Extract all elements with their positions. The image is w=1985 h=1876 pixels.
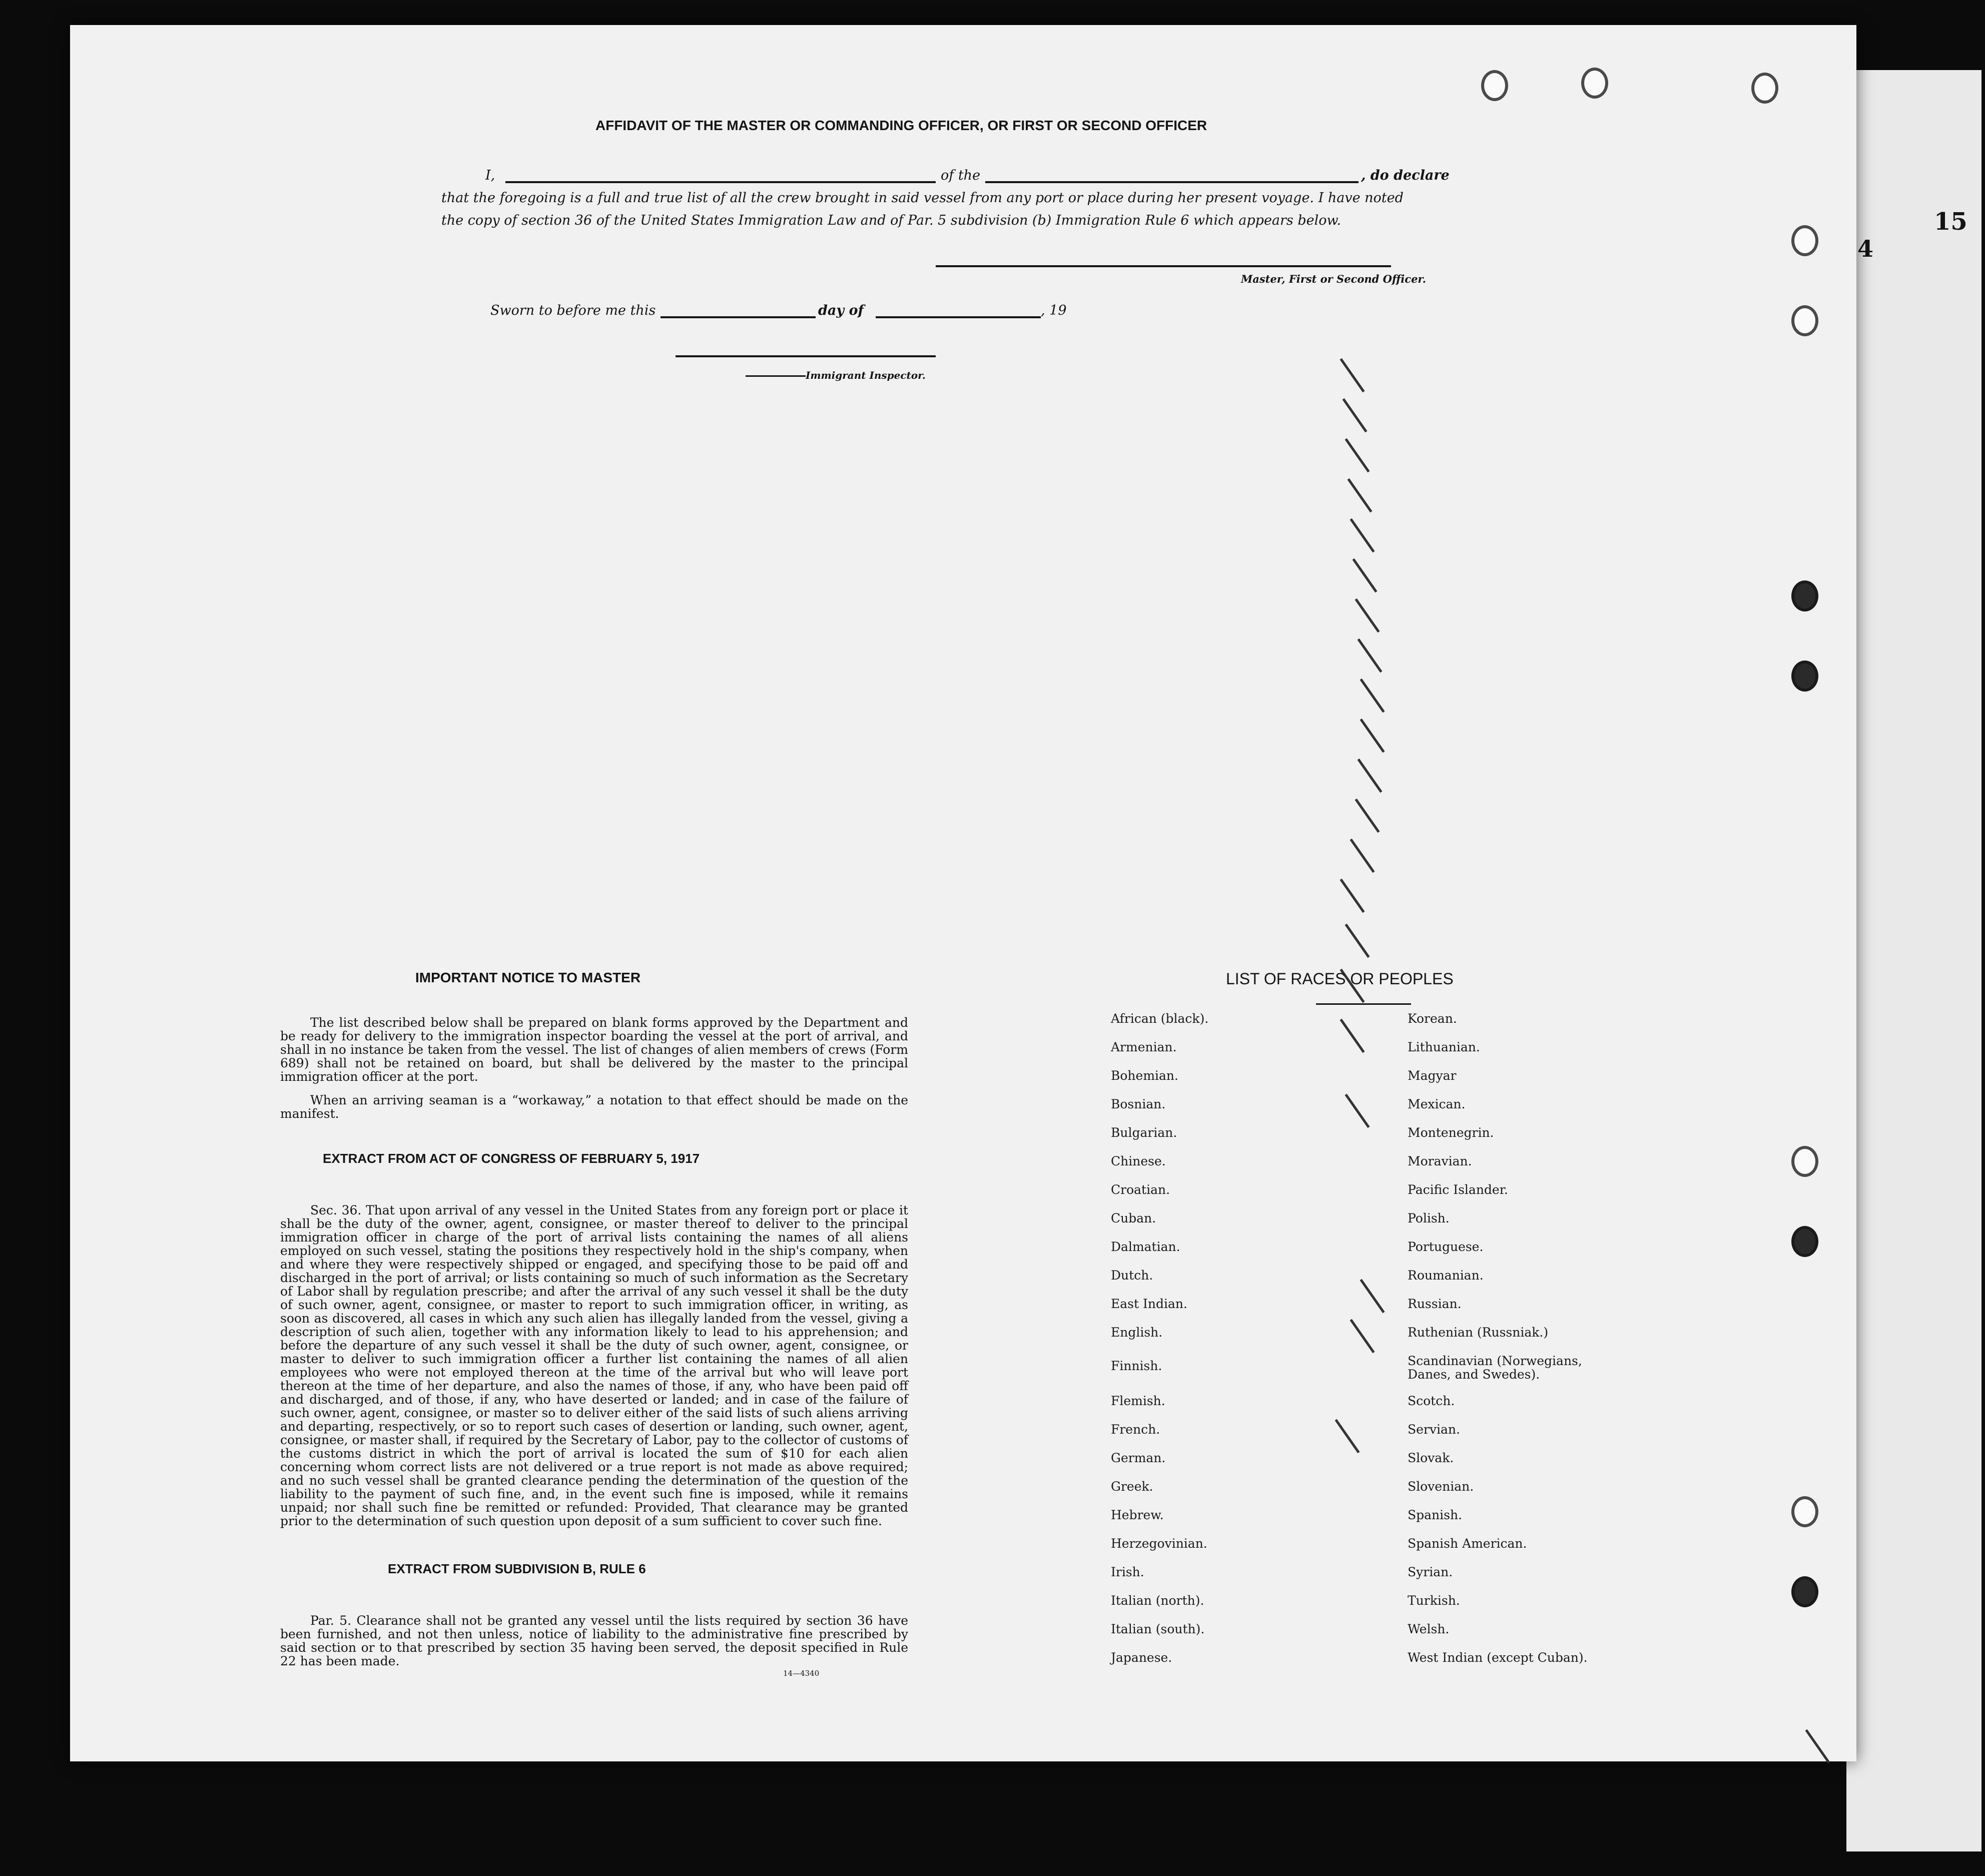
affidavit-i: I,	[485, 168, 495, 183]
race-left-item: Italian (north).	[1111, 1593, 1204, 1608]
handwritten-tick	[1345, 438, 1370, 472]
race-left-item: East Indian.	[1111, 1297, 1187, 1311]
race-right-item: Scotch.	[1408, 1394, 1455, 1408]
race-right-item: Russian.	[1408, 1297, 1462, 1311]
punch-hole	[1791, 661, 1818, 692]
sworn-month-line	[876, 316, 1041, 318]
race-right-item: Ruthenian (Russniak.)	[1408, 1325, 1549, 1340]
notice-para1: The list described below shall be prepared on blank forms approved by the Department and be ready for delivery to the immigration inspector boarding the vessel at the port of arrival, and shall in no instance be taken from the vessel. The list of changes of alien members of crews (Form 689) shall not be retained on board, but shall be delivered by the master to the principal immigration officer at the port.	[280, 1015, 908, 1084]
handwritten-tick	[1360, 719, 1385, 753]
race-left-item: Dalmatian.	[1111, 1239, 1180, 1254]
handwritten-tick	[1348, 478, 1373, 512]
handwritten-tick	[1358, 639, 1383, 673]
document-page	[70, 25, 1856, 1761]
race-right-item: Korean.	[1408, 1011, 1457, 1026]
inspector-label: Immigrant Inspector.	[806, 369, 926, 381]
notice-para2: When an arriving seaman is a “workaway,” a notation to that effect should be made on the manifest.	[280, 1093, 908, 1121]
race-left-item: Cuban.	[1111, 1211, 1156, 1225]
day-of-text: day of	[818, 303, 864, 318]
extract-rule-title: EXTRACT FROM SUBDIVISION B, RULE 6	[388, 1561, 646, 1576]
race-right-item: Mexican.	[1408, 1097, 1466, 1111]
punch-hole	[1791, 1496, 1818, 1527]
sworn-day-line	[660, 316, 816, 318]
handwritten-tick	[1350, 839, 1375, 873]
handwritten-tick	[1343, 398, 1368, 432]
affidavit-title: AFFIDAVIT OF THE MASTER OR COMMANDING OFFICER, OR FIRST OR SECOND OFFICER	[595, 118, 1207, 133]
underlying-sheet	[1846, 70, 1981, 1851]
extract-act-body: Sec. 36. That upon arrival of any vessel in the United States from any foreign port or place it shall be the duty of the owner, agent, consignee, or master thereof to deliver to the principal immigration officer in charge of the port of arrival lists containing the names of all aliens employed on such vessel, stating the positions they respectively hold in the ship's company, when and where they were respectively shipped or engaged, and specifying those to be paid off and discharged in the port of arrival; or lists containing so much of such information as the Secretary of Labor shall by regulation prescribe; and after the arrival of any such vessel it shall be the duty of such owner, agent, consignee, or master to report to such immigration officer, in writing, as soon as discovered, all cases in which any such alien has illegally landed from the vessel, giving a description of such alien, together with any information likely to lead to his apprehension; and before the departure of any such vessel it shall be the duty of such owner, agent, consignee, or master to deliver to such immigration officer a further list containing the names of all alien employees who were not employed thereon at the time of the arrival but who will leave port thereon at the time of her departure, and also the names of those, if any, who have been paid off and discharged, and of those, if any, who have deserted or landed; and in case of the failure of such owner, agent, consignee, or master so to deliver either of the said lists of such aliens arriving and departing, respectively, or so to report such cases of desertion or landing, such owner, agent, consignee, or master shall, if required by the Secretary of Labor, pay to the collector of customs of the customs district in which the port of arrival is located the sum of $10 for each alien concerning whom correct lists are not delivered or a true report is not made as above required; and no such vessel shall be granted clearance pending the determination of the question of the liability to the payment of such fine, and, in the event such fine is imposed, while it remains unpaid; nor shall such fine be remitted or refunded: Provided, That clearance may be granted prior to the determination of such question upon deposit of a sum sufficient to cover such fine.	[280, 1203, 908, 1528]
handwritten-tick	[1350, 518, 1375, 552]
race-left-item: Armenian.	[1111, 1040, 1177, 1054]
handwritten-tick	[1805, 1729, 1830, 1763]
handwritten-tick	[1355, 799, 1380, 833]
handwritten-tick	[1340, 879, 1365, 913]
race-left-item: Bosnian.	[1111, 1097, 1166, 1111]
handwritten-tick	[1353, 558, 1378, 592]
race-right-item: Turkish.	[1408, 1593, 1460, 1608]
races-title: LIST OF RACES OR PEOPLES	[1226, 970, 1454, 988]
punch-hole	[1791, 225, 1818, 256]
notice-title: IMPORTANT NOTICE TO MASTER	[415, 970, 641, 985]
race-left-item: Japanese.	[1111, 1650, 1172, 1665]
race-right-item: Portuguese.	[1408, 1239, 1484, 1254]
form-number: 14—4340	[783, 1669, 820, 1678]
handwritten-tick	[1360, 679, 1385, 713]
race-left-item: Italian (south).	[1111, 1622, 1205, 1636]
affidavit-of-the: of the	[936, 168, 985, 183]
race-left-item: Bohemian.	[1111, 1068, 1178, 1083]
handwritten-tick	[1340, 358, 1365, 392]
vessel-line	[988, 181, 1359, 183]
extract-act-title: EXTRACT FROM ACT OF CONGRESS OF FEBRUARY 5, 1917	[323, 1151, 700, 1166]
punch-hole	[1581, 68, 1608, 99]
race-right-item: Moravian.	[1408, 1154, 1472, 1168]
punch-hole	[1481, 70, 1508, 101]
punch-hole	[1791, 1146, 1818, 1177]
race-left-item: Chinese.	[1111, 1154, 1166, 1168]
handwritten-tick	[1355, 598, 1380, 633]
race-left-item: French.	[1111, 1422, 1160, 1437]
affidavit-line3: the copy of section 36 of the United States Immigration Law and of Par. 5 subdivision (b) Immigration Rule 6 which appears below.	[441, 213, 1342, 228]
race-left-item: Croatian.	[1111, 1182, 1170, 1197]
handwritten-tick	[1360, 1279, 1385, 1313]
master-signature-line	[936, 265, 1391, 267]
race-left-item: Flemish.	[1111, 1394, 1165, 1408]
race-left-item: African (black).	[1111, 1011, 1209, 1026]
race-right-item: Pacific Islander.	[1408, 1182, 1508, 1197]
race-right-item: Welsh.	[1408, 1622, 1450, 1636]
handwritten-tick	[1340, 1019, 1365, 1053]
race-left-item: Irish.	[1111, 1565, 1144, 1579]
race-right-item: Polish.	[1408, 1211, 1450, 1225]
inspector-signature-line	[676, 355, 936, 357]
margin-page-number: 15	[1934, 208, 1967, 236]
race-right-item: Magyar	[1408, 1068, 1457, 1083]
margin-corner-digit: 4	[1857, 235, 1874, 262]
race-right-item: Syrian.	[1408, 1565, 1453, 1579]
handwritten-tick	[1345, 1094, 1370, 1128]
race-right-item: Montenegrin.	[1408, 1125, 1494, 1140]
punch-hole	[1751, 73, 1778, 104]
race-right-item: Slovak.	[1408, 1451, 1454, 1465]
race-left-item: Greek.	[1111, 1479, 1153, 1494]
punch-hole	[1791, 305, 1818, 336]
race-right-item: Servian.	[1408, 1422, 1460, 1437]
extract-rule-body: Par. 5. Clearance shall not be granted any vessel until the lists required by section 36 have been furnished, and not then unless, notice of liability to the administrative fine prescribed by said section or to that prescribed by section 35 having been served, the deposit specified in Rule 22 has been made.	[280, 1613, 908, 1668]
handwritten-tick	[1350, 1319, 1375, 1353]
affidavit-declare: , do declare	[1361, 168, 1450, 183]
name-line	[505, 181, 991, 183]
punch-hole	[1791, 1576, 1818, 1607]
race-right-item: Spanish.	[1408, 1508, 1463, 1522]
race-right-item: Scandinavian (Norwegians, Danes, and Swedes).	[1408, 1354, 1582, 1382]
race-left-item: Finnish.	[1111, 1359, 1162, 1373]
race-left-item: Hebrew.	[1111, 1508, 1164, 1522]
race-right-item: Roumanian.	[1408, 1268, 1484, 1283]
master-label: Master, First or Second Officer.	[1241, 273, 1426, 285]
race-left-item: Dutch.	[1111, 1268, 1153, 1283]
affidavit-line2: that the foregoing is a full and true list of all the crew brought in said vessel from any port or place during her present voyage. I have noted	[441, 190, 1404, 206]
race-right-item: Slovenian.	[1408, 1479, 1474, 1494]
races-title-rule	[1316, 1003, 1411, 1005]
punch-hole	[1791, 580, 1818, 611]
year-text: , 19	[1041, 303, 1067, 318]
race-right-item: West Indian (except Cuban).	[1408, 1650, 1588, 1665]
race-right-item: Spanish American.	[1408, 1536, 1527, 1551]
race-left-item: English.	[1111, 1325, 1163, 1340]
sworn-text: Sworn to before me this	[490, 303, 656, 318]
punch-hole	[1791, 1226, 1818, 1257]
race-left-item: German.	[1111, 1451, 1166, 1465]
handwritten-tick	[1345, 924, 1370, 958]
race-right-item: Lithuanian.	[1408, 1040, 1480, 1054]
race-left-item: Bulgarian.	[1111, 1125, 1177, 1140]
inspector-short-line	[746, 375, 806, 377]
handwritten-tick	[1335, 1419, 1360, 1453]
handwritten-tick	[1358, 759, 1383, 793]
race-left-item: Herzegovinian.	[1111, 1536, 1207, 1551]
